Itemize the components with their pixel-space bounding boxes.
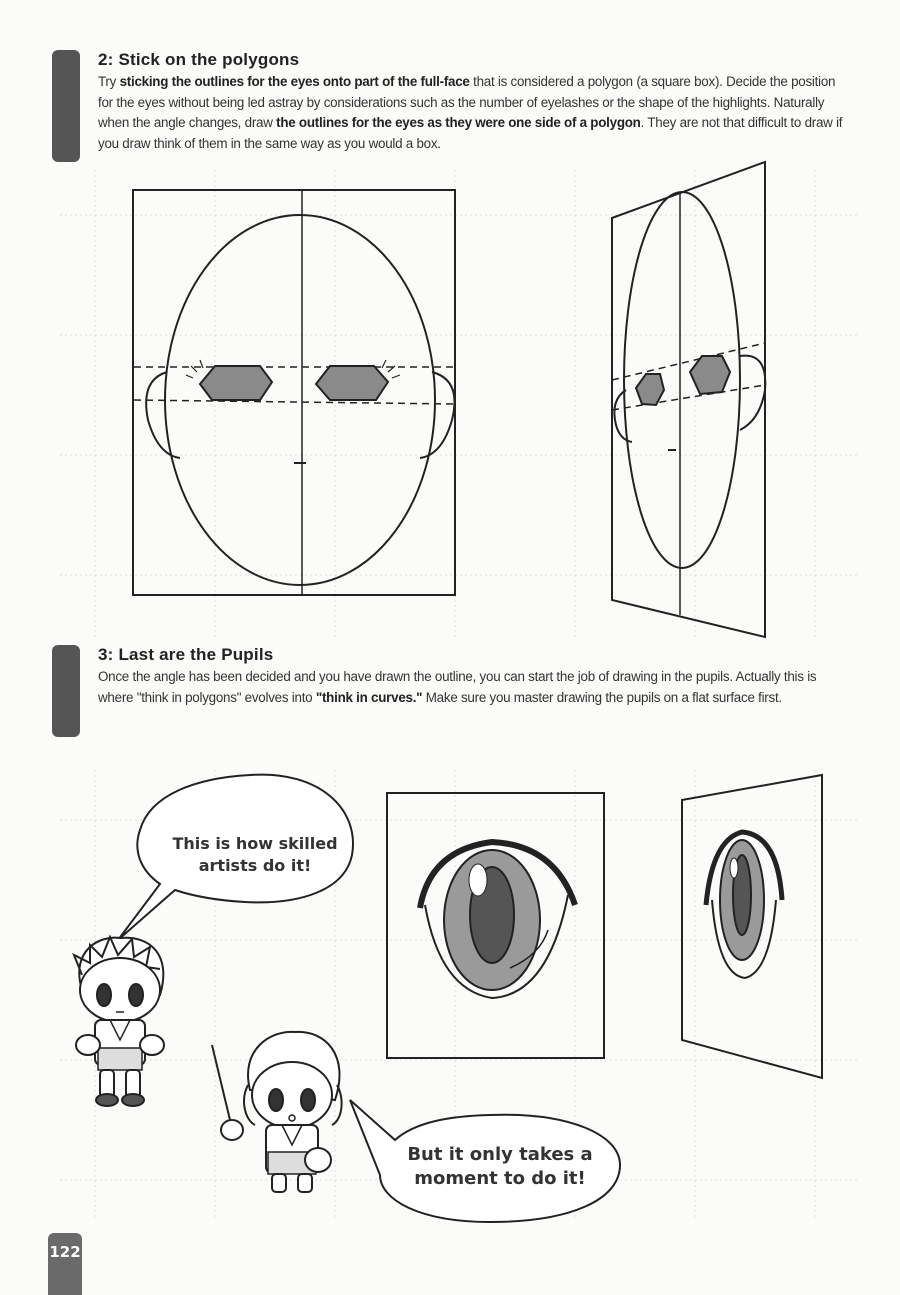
section-heading: 3: Last are the Pupils [98,645,274,664]
angled-eye-highlight [730,858,738,878]
angled-left-ear [614,390,632,442]
angled-right-eye-polygon [690,356,730,394]
body-text: that is considered a polygon (a square box). Decide the position for the eyes without being led astray by considerations such as the number of eyelashes or the shape of the highlights. Naturally when the angle changes, draw [98,74,836,130]
right-eye-polygon [316,366,388,400]
page-number-tab [48,1233,82,1295]
eye-guide-bottom [134,400,455,404]
head-outline [165,215,435,585]
chibi-girl-character [212,1032,342,1192]
body-bold-text: the outlines for the eyes as they were one side of a polygon [276,115,641,130]
right-ear [420,372,455,458]
flat-eye-highlight [469,864,487,896]
angled-face-diagram [612,162,765,637]
body-bold-text: sticking the outlines for the eyes onto part of the full-face [119,74,470,89]
speech-line: moment to do it! [414,1168,586,1189]
angled-right-ear [740,356,765,430]
angled-eye-panel [682,775,822,1078]
face-box-frame [133,190,455,595]
angled-eye-guide-top [612,343,765,380]
speech-line: This is how skilled [172,834,338,853]
section-heading: 2: Stick on the polygons [98,50,300,69]
angled-face-frame [612,162,765,637]
body-text: . They are not that difficult to draw if you draw think of them in the same way as you would a box. [98,115,843,151]
body-text: Try [98,74,120,89]
chibi-boy-character [74,937,164,1106]
speech-text-boy [160,833,350,877]
body-text: Make sure you master drawing the pupils on a flat surface first. [422,689,782,705]
flat-eye-panel [387,793,604,1058]
body-text: Once the angle has been decided and you have drawn the outline, you can start the job of drawing in the pupils. Actually this is where "think in polygons" evolves into [98,669,817,705]
angled-eye-guide-bottom [612,385,765,410]
speech-line: But it only takes a [407,1144,593,1165]
left-eye-lashes [186,360,203,378]
left-ear [146,372,180,458]
speech-line: artists do it! [198,856,312,875]
front-face-diagram [133,190,455,595]
angled-left-eye-polygon [636,374,664,405]
left-eye-polygon [200,366,272,400]
speech-text-girl [390,1143,610,1191]
body-bold-text: "think in curves." [315,689,423,705]
page-number: 122 [49,1243,81,1261]
right-eye-lashes [382,360,400,378]
